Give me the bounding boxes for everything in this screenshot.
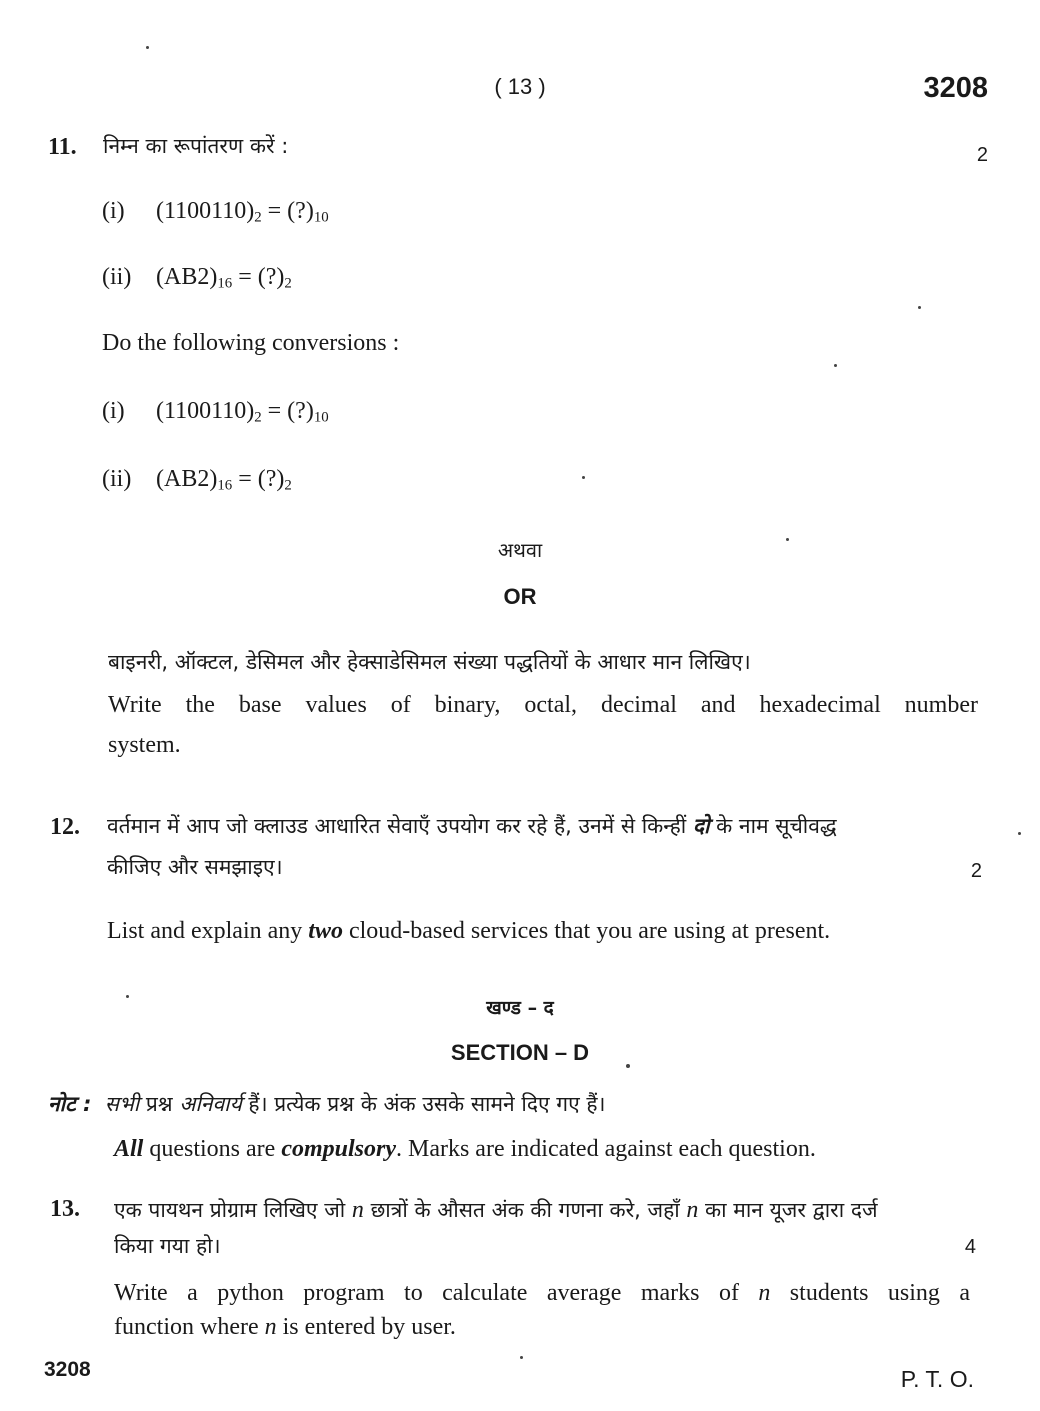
scan-speck [918,306,921,309]
q11-english-item-1: (i) $(1100110)_2$ = $(?)_{10}$ [102,398,329,426]
pto-label: P. T. O. [900,1366,974,1392]
question-number-13: 13. [50,1196,80,1222]
q12-hindi-line1: वर्तमान में आप जो क्लाउड आधारित सेवाएँ उपयोग कर रहे हैं, उनमें से किन्हीं दो के नाम सूचीवद्ध [107,814,837,838]
q12-hindi-line2: कीजिए और समझाइए। [107,855,283,879]
q11-alt-english-line2: system. [108,732,181,758]
scan-speck [1018,832,1021,835]
question-number-11: 11. [48,134,77,160]
or-english: OR [503,584,537,609]
q13-english-line2: function where n is entered by user. [114,1314,456,1340]
scan-speck [834,364,837,367]
q11-hindi-prompt: निम्न का रूपांतरण करें : [103,134,289,158]
scan-speck [582,476,585,479]
q12-english: List and explain any two cloud-based services that you are using at present. [107,918,831,944]
q11-marks: 2 [976,144,988,166]
q12-marks: 2 [970,860,982,882]
scan-speck [520,1356,523,1359]
scan-speck [146,46,149,49]
q11-english-prompt: Do the following conversions : [102,330,400,356]
q11-alt-english-line1: Write the base values of binary, octal, decimal and hexadecimal number [108,692,978,718]
section-note-english: All questions are compulsory. Marks are indicated against each question. [114,1136,816,1162]
q13-hindi-line2: किया गया हो। [114,1234,221,1258]
q13-marks: 4 [964,1236,976,1258]
paper-code-header: 3208 [923,72,988,104]
q11-hindi-item-1: (i) $(1100110)_2$ = $(?)_{10}$ [102,198,329,226]
section-title-english: SECTION – D [450,1040,590,1065]
note-label: नोट : [48,1092,92,1116]
section-title-hindi: खण्ड – द [486,997,554,1019]
paper-code-footer: 3208 [44,1358,91,1381]
q11-english-item-2: (ii) $(AB2)_{16}$ = $(?)_2$ [102,466,292,494]
section-note-hindi: नोट : सभी प्रश्न अनिवार्य हैं। प्रत्येक प्रश्न के अंक उसके सामने दिए गए हैं। [48,1092,606,1116]
question-number-12: 12. [50,814,80,840]
or-hindi: अथवा [497,538,543,562]
q11-hindi-item-2: (ii) $(AB2)_{16}$ = $(?)_2$ [102,264,292,292]
page-number: ( 13 ) [494,74,546,99]
q11-alt-hindi: बाइनरी, ऑक्टल, डेसिमल और हेक्साडेसिमल संख्या पद्धतियों के आधार मान लिखिए। [108,650,751,674]
q13-hindi-line1: एक पायथन प्रोग्राम लिखिए जो n छात्रों के औसत अंक की गणना करे, जहाँ n का मान यूजर द्वारा दर्ज [114,1197,878,1223]
q13-english-line1: Write a python program to calculate average marks of n students using a [114,1280,971,1306]
